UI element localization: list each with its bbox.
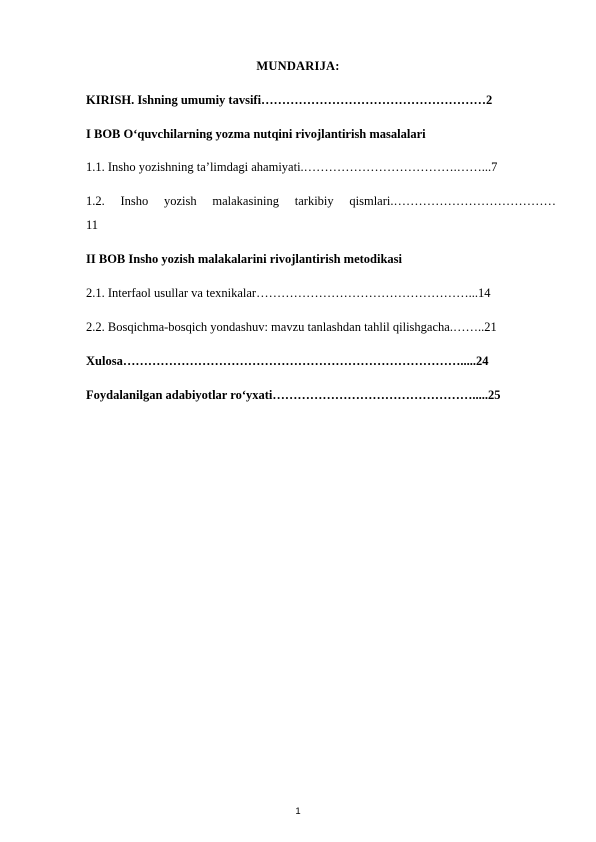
toc-entry-2-1: 2.1. Interfaol usullar va texnikalar……………………………………………...14	[86, 286, 491, 300]
toc-heading-bob2: II BOB Insho yozish malakalarini rivojlantirish metodikasi	[86, 252, 403, 266]
toc-entry-1-2-page: 11	[86, 218, 99, 232]
toc-entry-xulosa: Xulosa……………………………………………………………………….....24	[86, 354, 489, 368]
toc-entry-2-2: 2.2. Bosqichma-bosqich yondashuv: mavzu tanlashdan tahlil qilishgacha.……..21	[86, 320, 497, 334]
toc-entry-1-1: 1.1. Insho yozishning ta’limdagi ahamiyati.……………………………….……...7	[86, 160, 498, 174]
toc-heading-bob1: I BOB O‘quvchilarning yozma nutqini rivojlantirish masalalari	[86, 127, 426, 141]
toc-entry-kirish: KIRISH. Ishning umumiy tavsifi………………………………………………2	[86, 93, 493, 107]
toc-title: MUNDARIJA:	[256, 59, 340, 73]
toc-entry-adabiyotlar: Foydalanilgan adabiyotlar ro‘yxati………………………………………….....25	[86, 388, 501, 402]
toc-entry-1-2: 1.2. Insho yozish malakasining tarkibiy qismlari.…………………………………	[86, 194, 556, 208]
page-number: 1	[295, 806, 301, 817]
